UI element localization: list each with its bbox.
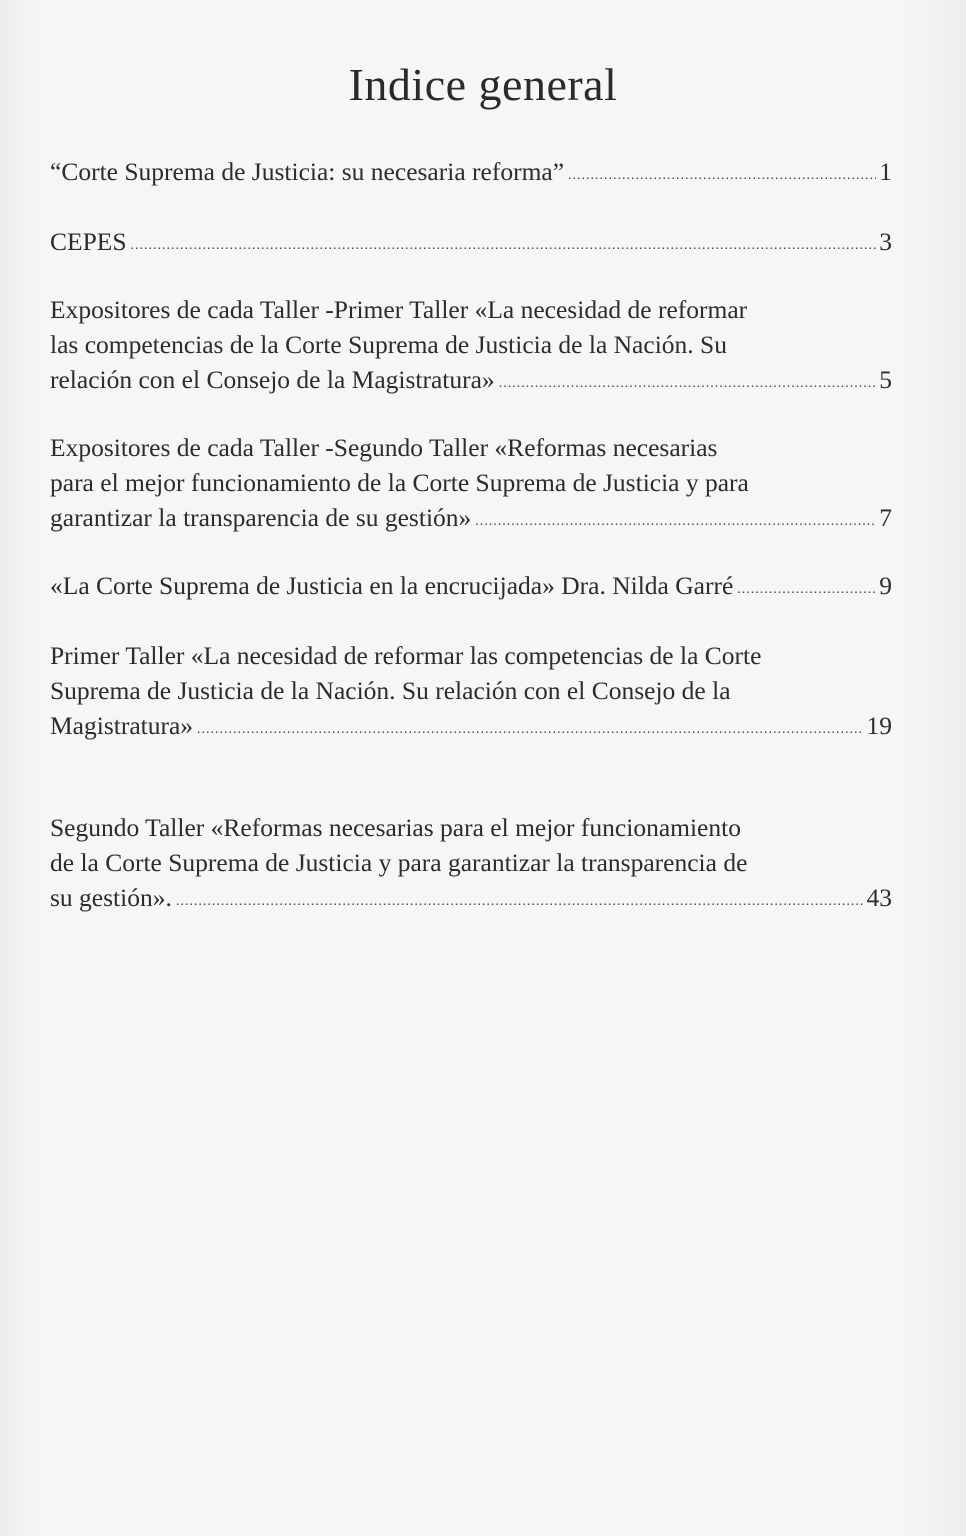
toc-entry-line: Suprema de Justicia de la Nación. Su relación con el Consejo de la	[50, 676, 731, 705]
toc-entry	[50, 430, 892, 540]
toc-entry-line: las competencias de la Corte Suprema de Justicia de la Nación. Su	[50, 330, 727, 359]
toc-entry-last-line	[50, 500, 892, 540]
toc-entry-last-line	[50, 362, 892, 402]
dot-leader	[568, 158, 876, 193]
toc-page-number: 7	[879, 503, 892, 532]
dot-leader	[131, 228, 877, 263]
toc-entry	[50, 810, 892, 920]
toc-entry-line: Expositores de cada Taller -Primer Taller «La necesidad de reformar	[50, 295, 748, 324]
toc-entry	[50, 292, 892, 402]
dot-leader	[475, 504, 876, 539]
dot-leader	[176, 884, 864, 919]
toc-entry	[50, 224, 892, 264]
toc-page-number: 43	[866, 883, 892, 912]
toc-entry-text: “Corte Suprema de Justicia: su necesaria reforma”	[50, 157, 565, 186]
toc-entry-text: CEPES	[50, 227, 127, 256]
toc-entry	[50, 568, 892, 608]
toc-entry-last-line	[50, 708, 892, 748]
toc-entry-text: «La Corte Suprema de Justicia en la encrucijada» Dra. Nilda Garré	[50, 571, 734, 600]
dot-leader	[737, 572, 876, 607]
toc-page-number: 5	[879, 365, 892, 394]
toc-entry-line: para el mejor funcionamiento de la Corte Suprema de Justicia y para	[50, 468, 749, 497]
dot-leader	[197, 712, 863, 747]
toc-page-number: 3	[879, 227, 892, 256]
page-title: Indice general	[348, 59, 618, 110]
toc-entry-last-line	[50, 154, 892, 194]
toc-entry-text: relación con el Consejo de la Magistratura»	[50, 365, 495, 394]
dot-leader	[499, 366, 877, 401]
toc-page-number: 19	[866, 711, 892, 740]
toc-entry-last-line	[50, 568, 892, 608]
toc-entry-last-line	[50, 224, 892, 264]
toc-entry-line: de la Corte Suprema de Justicia y para garantizar la transparencia de	[50, 848, 748, 877]
toc-entry	[50, 154, 892, 194]
toc-entry	[50, 638, 892, 748]
toc-entry-text: Magistratura»	[50, 711, 194, 740]
toc-entry-text: su gestión».	[50, 883, 172, 912]
toc-entry-line: Primer Taller «La necesidad de reformar las competencias de la Corte	[50, 641, 762, 670]
toc-page-number: 1	[879, 157, 892, 186]
toc-entry-line: Segundo Taller «Reformas necesarias para el mejor funcionamiento	[50, 813, 741, 842]
toc-entry-line: Expositores de cada Taller -Segundo Taller «Reformas necesarias	[50, 433, 718, 462]
toc-entry-text: garantizar la transparencia de su gestión»	[50, 503, 472, 532]
toc-page-number: 9	[879, 571, 892, 600]
toc-entry-last-line	[50, 880, 892, 920]
